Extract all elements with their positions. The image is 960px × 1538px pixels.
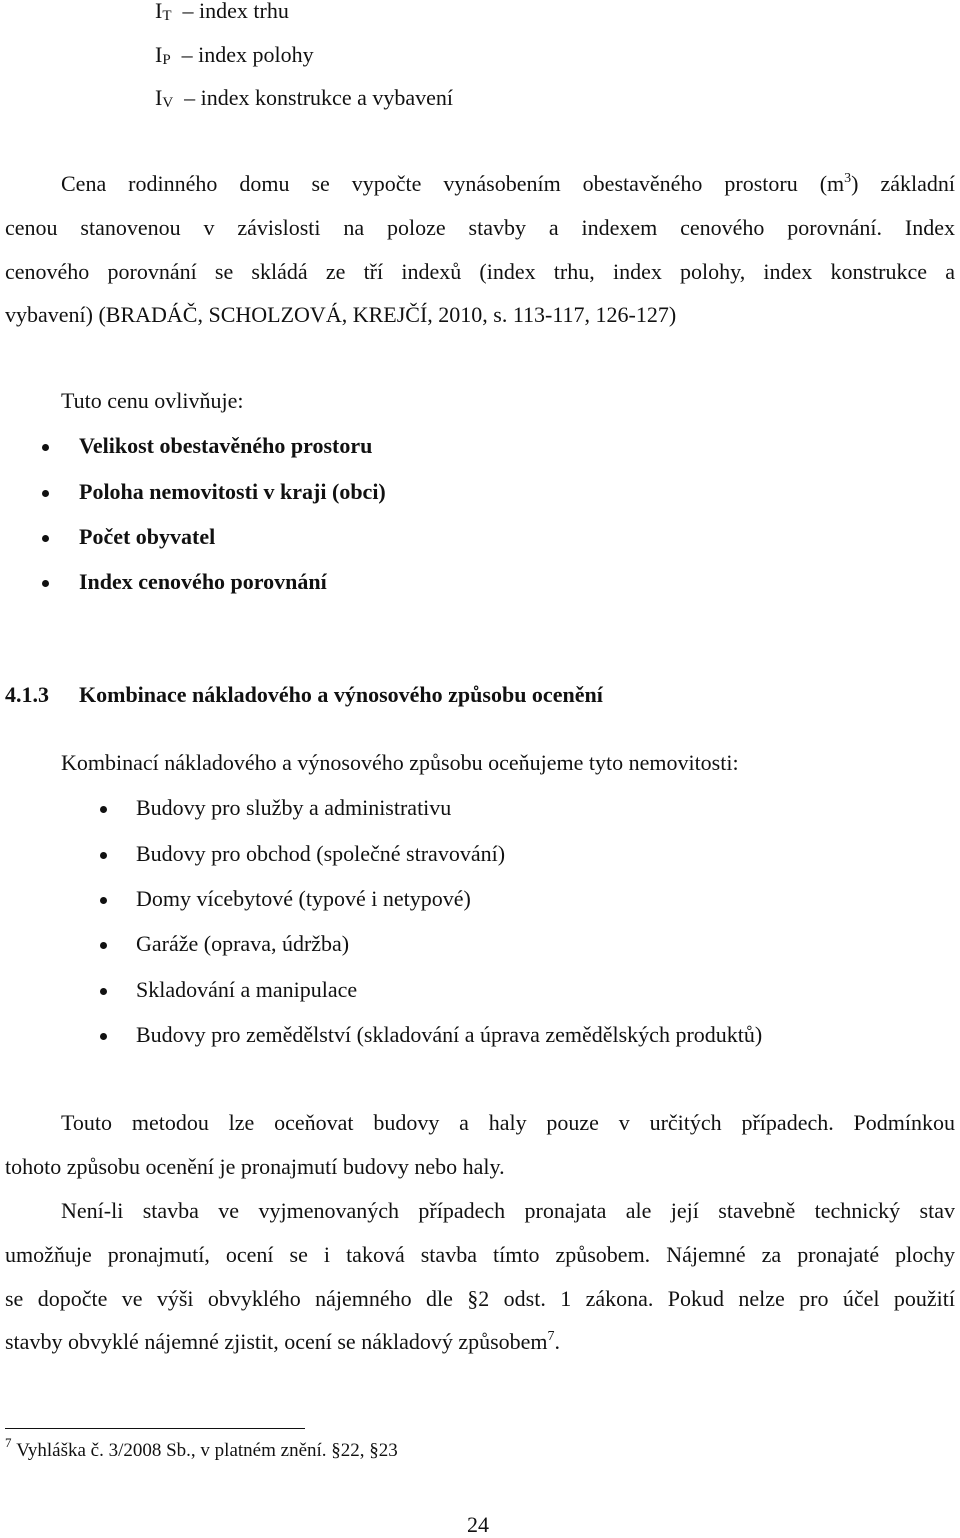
page-number: 24 xyxy=(467,1512,489,1537)
para3-line4: stavby obvyklé nájemné zjistit, ocení se nákladový způsobem$^7$. xyxy=(5,1329,561,1354)
bullet-icon xyxy=(100,1033,107,1040)
para3-line2: umožňuje pronajmutí, ocení se i taková stavba tímto způsobem. Nájemné za pronajaté plochy xyxy=(5,1242,955,1267)
para3-line1: Není-li stavba ve vyjmenovaných případech pronajata ale její stavebně technický stav xyxy=(61,1198,955,1223)
para1-line4: vybavení) (BRADÁČ, SCHOLZOVÁ, KREJČÍ, 2010, s. 113-117, 126-127) xyxy=(5,302,677,327)
influence-item: Počet obyvatel xyxy=(79,524,216,549)
combo-intro: Kombinací nákladového a výnosového způsobu oceňujeme tyto nemovitosti: xyxy=(61,750,739,775)
para1-line3: cenového porovnání se skládá ze tří indexů (index trhu, index polohy, index konstrukce a xyxy=(5,259,955,284)
influence-item: Index cenového porovnání xyxy=(79,569,327,594)
influence-item: Velikost obestavěného prostoru xyxy=(79,433,373,458)
para1-line2: cenou stanovenou v závislosti na poloze stavby a indexem cenového porovnání. Index xyxy=(5,215,955,240)
index-def-konstrukce: $I_V$ – index konstrukce a vybavení xyxy=(155,85,453,111)
influence-intro: Tuto cenu ovlivňuje: xyxy=(61,388,244,413)
bullet-icon xyxy=(100,852,107,859)
influence-item: Poloha nemovitosti v kraji (obci) xyxy=(79,479,386,504)
bullet-icon xyxy=(100,806,107,813)
para2-line2: tohoto způsobu ocenění je pronajmutí budovy nebo haly. xyxy=(5,1154,505,1179)
combo-item: Budovy pro obchod (společné stravování) xyxy=(136,841,506,866)
combo-item: Budovy pro zemědělství (skladování a úprava zemědělských produktů) xyxy=(136,1022,763,1047)
index-def-trhu: $I_T$ – index trhu xyxy=(155,0,289,24)
bullet-icon xyxy=(42,535,49,542)
bullet-icon xyxy=(42,490,49,497)
bullet-icon xyxy=(100,897,107,904)
bullet-icon xyxy=(42,580,49,587)
bullet-icon xyxy=(42,444,49,451)
combo-item: Budovy pro služby a administrativu xyxy=(136,795,452,820)
para2-line1: Touto metodou lze oceňovat budovy a haly pouze v určitých případech. Podmínkou xyxy=(61,1110,955,1135)
footnote-rule xyxy=(5,1428,305,1429)
bullet-icon xyxy=(100,988,107,995)
bullet-icon xyxy=(100,942,107,949)
combo-item: Domy vícebytové (typové i netypové) xyxy=(136,886,471,911)
section-number: 4.1.3 xyxy=(5,682,49,707)
index-def-polohy: $I_P$ – index polohy xyxy=(155,42,314,68)
para1-line1: Cena rodinného domu se vypočte vynásobením obestavěného prostoru $(m^3)$ základní xyxy=(61,171,955,196)
section-title: Kombinace nákladového a výnosového způsobu ocenění xyxy=(79,682,603,707)
footnote: $^7$ Vyhláška č. 3/2008 Sb., v platném znění. §22, §23 xyxy=(5,1435,398,1461)
para3-line3: se dopočte ve výši obvyklého nájemného dle §2 odst. 1 zákona. Pokud nelze pro účel použití xyxy=(5,1286,955,1311)
combo-item: Garáže (oprava, údržba) xyxy=(136,931,350,956)
combo-item: Skladování a manipulace xyxy=(136,977,358,1002)
